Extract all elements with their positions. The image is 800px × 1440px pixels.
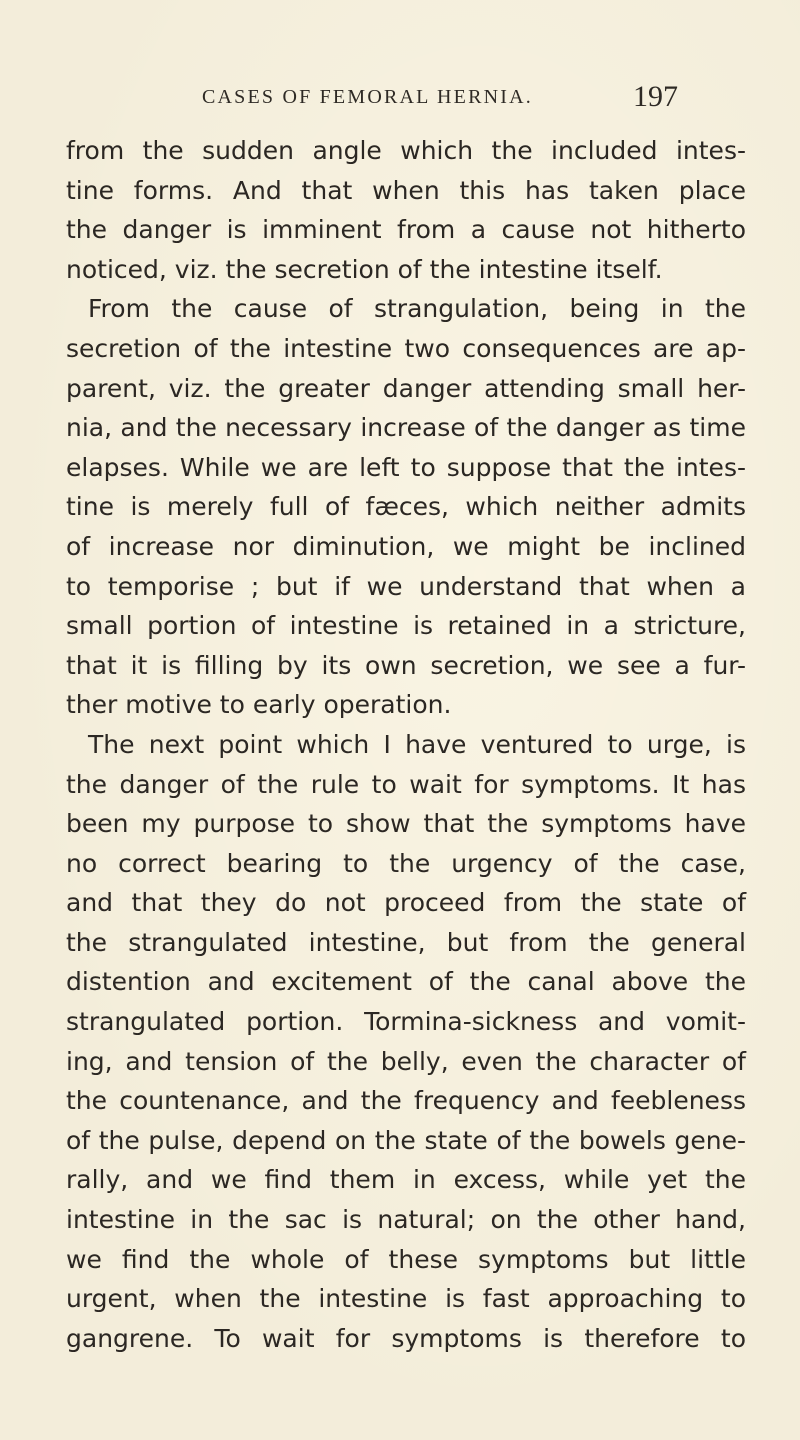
text-line: elapses. While we are left to suppose that the intes- bbox=[66, 452, 746, 482]
text-line: the countenance, and the frequency and feebleness bbox=[66, 1086, 746, 1116]
text-line: From the cause of strangulation, being in the bbox=[88, 294, 746, 324]
text-line: been my purpose to show that the symptoms have bbox=[66, 809, 746, 839]
text-line: intestine in the sac is natural; on the other hand, bbox=[66, 1205, 746, 1235]
text-line: strangulated portion. Tormina-sickness and vomit- bbox=[66, 1007, 746, 1037]
text-line: parent, viz. the greater danger attending small her- bbox=[66, 373, 746, 403]
text-line: from the sudden angle which the included intes- bbox=[66, 136, 746, 165]
text-line: rally, and we find them in excess, while yet the bbox=[66, 1165, 746, 1195]
page-header bbox=[0, 82, 800, 122]
text-line: ther motive to early operation. bbox=[66, 690, 452, 720]
text-line: the strangulated intestine, but from the general bbox=[66, 927, 746, 957]
text-line: that it is filling by its own secretion, we see a fur- bbox=[66, 650, 746, 680]
text-line: gangrene. To wait for symptoms is therefore to bbox=[66, 1323, 746, 1353]
text-line: no correct bearing to the urgency of the case, bbox=[66, 848, 746, 878]
text-line: tine is merely full of fæces, which neither admits bbox=[66, 492, 746, 522]
text-line: the danger of the rule to wait for symptoms. It has bbox=[66, 769, 746, 799]
body-text bbox=[66, 131, 746, 1358]
text-line: and that they do not proceed from the state of bbox=[66, 888, 746, 918]
text-line: nia, and the necessary increase of the danger as time bbox=[66, 413, 746, 443]
text-line: small portion of intestine is retained in a stricture, bbox=[66, 611, 746, 641]
text-line: noticed, viz. the secretion of the intestine itself. bbox=[66, 254, 663, 284]
text-line: secretion of the intestine two consequences are ap- bbox=[66, 333, 746, 363]
text-line: the danger is imminent from a cause not hitherto bbox=[66, 215, 746, 245]
page-number: 197 bbox=[633, 80, 678, 113]
text-line: we find the whole of these symptoms but little bbox=[66, 1244, 746, 1274]
text-line: of increase nor diminution, we might be inclined bbox=[66, 531, 746, 561]
text-line: ing, and tension of the belly, even the character of bbox=[66, 1046, 746, 1076]
text-line: urgent, when the intestine is fast approaching to bbox=[66, 1284, 746, 1314]
text-line: tine forms. And that when this has taken place bbox=[66, 175, 746, 205]
text-line: The next point which I have ventured to urge, is bbox=[88, 729, 746, 759]
text-line: of the pulse, depend on the state of the bowels gene- bbox=[66, 1125, 746, 1155]
text-line: distention and excitement of the canal above the bbox=[66, 967, 746, 997]
running-title: CASES OF FEMORAL HERNIA. bbox=[202, 86, 533, 108]
text-line: to temporise ; but if we understand that when a bbox=[66, 571, 746, 601]
